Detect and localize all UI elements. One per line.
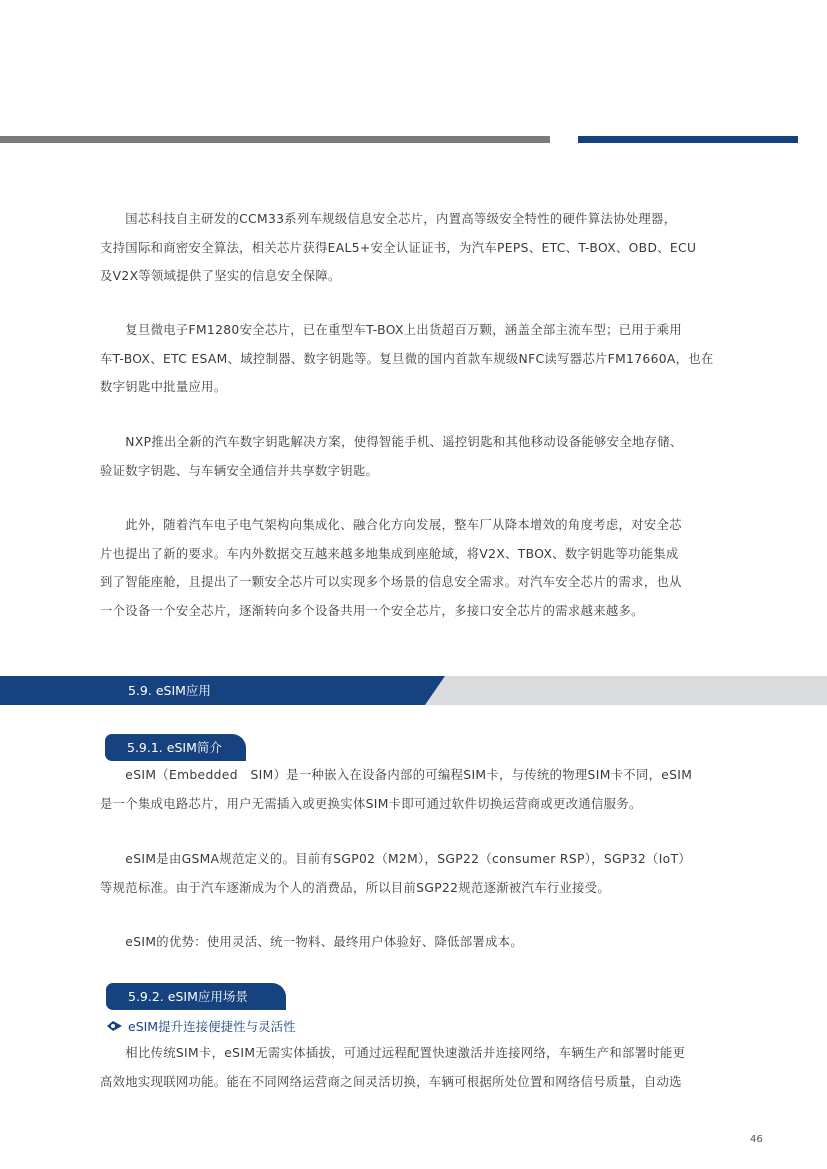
text-line: 数字钥匙中批量应用。 <box>100 380 227 394</box>
text-line: 相比传统SIM卡，eSIM无需实体插拔，可通过远程配置快速激活并连接网络，车辆生产和部署时能更 <box>100 1046 686 1060</box>
header-blue-bar <box>578 136 798 143</box>
text-line: 到了智能座舱，且提出了一颗安全芯片可以实现多个场景的信息安全需求。对汽车安全芯片的需求，也从 <box>100 575 682 589</box>
text-line: 验证数字钥匙、与车辆安全通信并共享数字钥匙。 <box>100 463 379 478</box>
page-number: 46 <box>750 1134 763 1145</box>
arrow-bullet-icon <box>106 1020 123 1032</box>
text-line: 高效地实现联网功能。能在不同网络运营商之间灵活切换，车辆可根据所处位置和网络信号质量，自动选 <box>100 1074 682 1089</box>
text-line: 是一个集成电路芯片，用户无需插入或更换实体SIM卡即可通过软件切换运营商或更改通信服务。 <box>100 796 642 811</box>
text-line: eSIM是由GSMA规范定义的。目前有SGP02（M2M），SGP22（consumer RSP），SGP32（IoT） <box>100 852 692 866</box>
bullet-heading <box>106 1016 296 1036</box>
text-line: 及V2X等领域提供了坚实的信息安全保障。 <box>100 269 341 283</box>
header-gray-bar <box>0 136 550 143</box>
bullet-heading-text: eSIM提升连接便捷性与灵活性 <box>128 1019 296 1034</box>
text-line: eSIM的优势：使用灵活、统一物料、最终用户体验好、降低部署成本。 <box>100 935 524 949</box>
text-line: eSIM（Embedded SIM）是一种嵌入在设备内部的可编程SIM卡，与传统的物理SIM卡不同，eSIM <box>100 768 693 782</box>
subsection-title-esim-scenarios: 5.9.2. eSIM应用场景 <box>106 983 286 1010</box>
text-line: 此外，随着汽车电子电气架构向集成化、融合化方向发展，整车厂从降本增效的角度考虑，对安全芯 <box>100 518 682 532</box>
subsection-title-esim-intro: 5.9.1. eSIM简介 <box>105 734 246 761</box>
paragraph-nxp <box>100 428 732 485</box>
text-line: 片也提出了新的要求。车内外数据交互越来越多地集成到座舱域，将V2X、TBOX、数字钥匙等功能集成 <box>100 546 679 561</box>
section-title: 5.9. eSIM应用 <box>128 683 211 698</box>
paragraph-advantages <box>100 928 732 957</box>
paragraph-gsma <box>100 845 732 902</box>
paragraph-ccm33 <box>100 205 732 291</box>
text-line: 车T-BOX、ETC ESAM、域控制器、数字钥匙等。复旦微的国内首款车规级NFC读写器芯片FM17660A，也在 <box>100 351 714 366</box>
text-line: NXP推出全新的汽车数字钥匙解决方案，使得智能手机、遥控钥匙和其他移动设备能够安全地存储、 <box>100 435 683 449</box>
section-band-blue <box>0 676 445 705</box>
paragraph-esim-connectivity <box>100 1039 732 1096</box>
text-line: 国芯科技自主研发的CCM33系列车规级信息安全芯片，内置高等级安全特性的硬件算法协处理器， <box>100 212 677 226</box>
paragraph-architecture <box>100 511 732 625</box>
paragraph-fm1280 <box>100 316 732 402</box>
text-line: 一个设备一个安全芯片，逐渐转向多个设备共用一个安全芯片，多接口安全芯片的需求越来越多。 <box>100 603 644 618</box>
text-line: 支持国际和商密安全算法，相关芯片获得EAL5+安全认证证书，为汽车PEPS、ETC、T-BOX、OBD、ECU <box>100 240 697 255</box>
section-heading-band <box>0 676 827 705</box>
text-line: 等规范标准。由于汽车逐渐成为个人的消费品，所以目前SGP22规范逐渐被汽车行业接受。 <box>100 880 611 895</box>
paragraph-esim-definition <box>100 761 732 818</box>
text-line: 复旦微电子FM1280安全芯片，已在重型车T-BOX上出货超百万颗，涵盖全部主流车型；已用于乘用 <box>100 323 682 337</box>
